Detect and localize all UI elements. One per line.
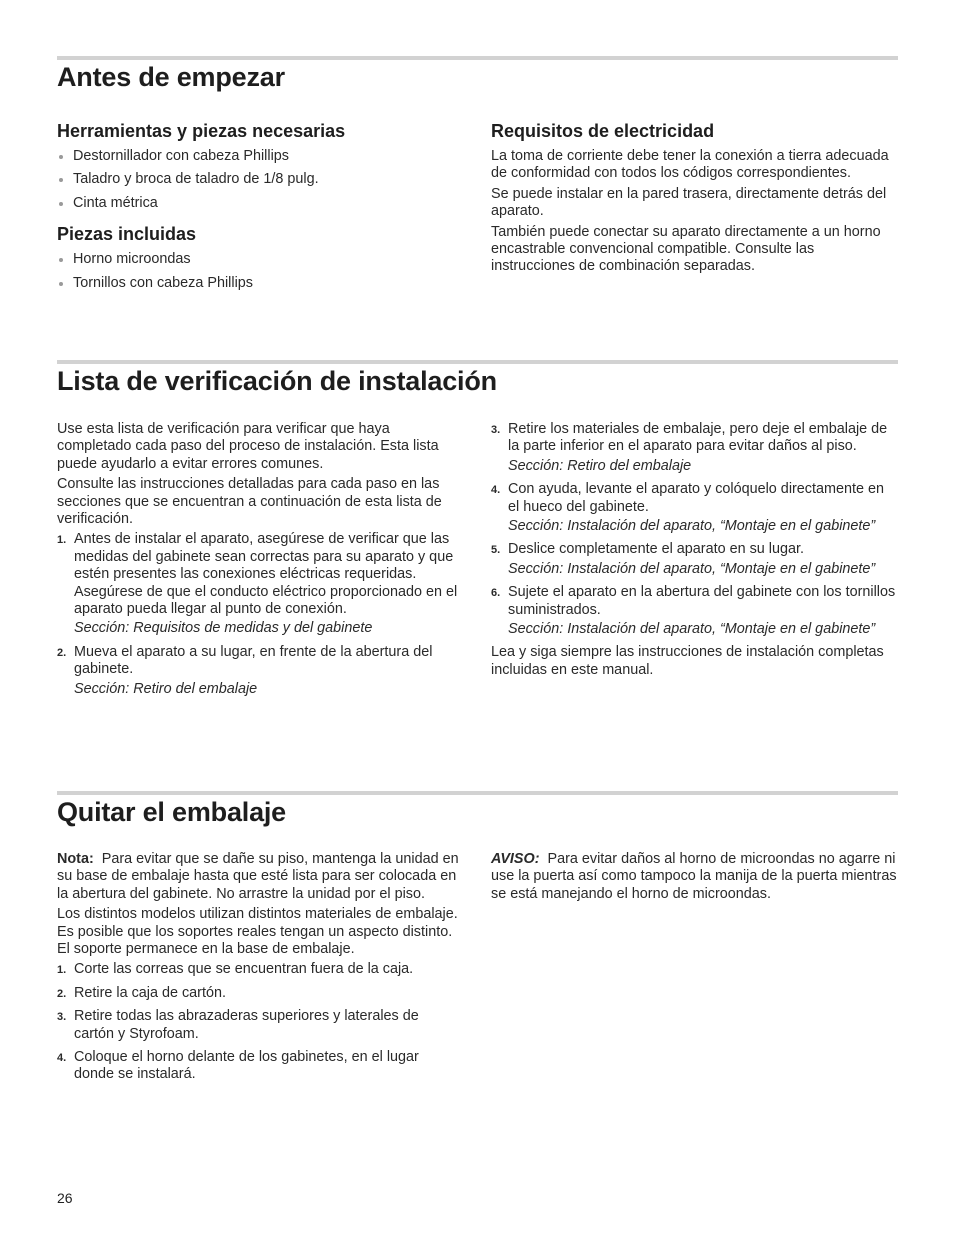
section-rule [57,791,898,795]
bullet-icon [59,282,63,286]
checklist-step: 5. Deslice completamente el aparato en su lugar. Sección: Instalación del aparato, “Montaje en el gabinete” [491,541,898,578]
bullet-icon [59,258,63,262]
unpacking-step: 4. Coloque el horno delante de los gabinetes, en el lugar donde se instalará. [57,1049,419,1083]
checklist-step: 4. Con ayuda, levante el aparato y colóquelo directamente en el hueco del gabinete. Sección: Instalación del aparato, “Montaje en el gabinete” [491,481,898,535]
bullet-icon [59,178,63,182]
closing-paragraph: Lea y siga siempre las instrucciones de instalación completas incluidas en este manual. [491,644,884,678]
checklist-right-column [491,421,898,682]
electricity-paragraph: También puede conectar su aparato directamente a un horno encastrable convencional compatible. Consulte las instrucciones de combinación separadas. [491,223,881,275]
electricity-paragraph: La toma de corriente debe tener la conexión a tierra adecuada de conformidad con todos los códigos correspondientes. [491,148,889,182]
page-number: 26 [57,1190,73,1206]
checklist-step: 2. Mueva el aparato a su lugar, en frente de la abertura del gabinete. Sección: Retiro del embalaje [57,644,462,698]
packaging-paragraph: Los distintos modelos utilizan distintos materiales de embalaje. Es posible que los soportes reales tengan un aspecto distinto. El soporte permanece en la base de embalaje. [57,906,458,958]
intro-paragraph: Consulte las instrucciones detalladas para cada paso en las secciones que se encuentran a continuación de esta lista de verificación. [57,476,442,528]
list-item: Tornillos con cabeza Phillips [57,275,462,292]
section-reference: Sección: Requisitos de medidas y del gabinete [74,620,373,637]
list-item: Cinta métrica [57,195,462,212]
section-reference: Sección: Retiro del embalaje [508,457,692,474]
section-title-lista: Lista de verificación de instalación [57,366,497,396]
section-reference: Sección: Instalación del aparato, “Montaje en el gabinete” [508,518,876,535]
section-reference: Sección: Retiro del embalaje [74,680,258,697]
list-item: Taladro y broca de taladro de 1/8 pulg. [57,171,462,188]
tools-list [57,148,462,212]
unpacking-steps [57,961,462,1083]
unpacking-step: 2. Retire la caja de cartón. [57,984,226,1001]
nota-paragraph: Nota: Para evitar que se dañe su piso, mantenga la unidad en su base de embalaje hasta que esté lista para ser colocada en la abertura del gabinete. No arrastre la unidad por el piso. [57,851,459,902]
intro-paragraph: Use esta lista de verificación para verificar que haya completado cada paso del proceso de instalación. Esta lista puede ayudarlo a evitar errores comunes. [57,421,439,472]
checklist-steps [57,531,462,698]
checklist-left-column [57,421,462,704]
section-rule [57,360,898,364]
checklist-steps [491,421,898,638]
checklist-step: 3. Retire los materiales de embalaje, pero deje el embalaje de la parte inferior en el aparato para evitar daños al piso. Sección: Retiro del embalaje [491,421,898,475]
section-reference: Sección: Instalación del aparato, “Montaje en el gabinete” [508,621,876,638]
section-title-quitar: Quitar el embalaje [57,797,286,827]
unpacking-right-column [491,851,898,906]
checklist-step: 6. Sujete el aparato en la abertura del gabinete con los tornillos suministrados. Sección: Instalación del aparato, “Montaje en el gabinete” [491,584,898,638]
parts-heading: Piezas incluidas [57,224,197,245]
section-rule [57,56,898,60]
electricity-column [491,121,898,279]
section-title-antes: Antes de empezar [57,62,285,92]
tools-column [57,121,462,298]
parts-list [57,251,462,292]
electricity-paragraph: Se puede instalar en la pared trasera, directamente detrás del aparato. [491,185,887,220]
unpacking-step: 3. Retire todas las abrazaderas superiores y laterales de cartón y Styrofoam. [57,1008,419,1042]
aviso-label: AVISO: [491,851,540,867]
nota-label: Nota: [57,851,94,867]
list-item: Destornillador con cabeza Phillips [57,148,462,165]
section-reference: Sección: Instalación del aparato, “Montaje en el gabinete” [508,560,876,577]
bullet-icon [59,155,63,159]
list-item: Horno microondas [57,251,462,268]
bullet-icon [59,202,63,206]
tools-heading: Herramientas y piezas necesarias [57,121,346,141]
electricity-heading: Requisitos de electricidad [491,121,715,141]
unpacking-left-column [57,851,462,1090]
aviso-paragraph: AVISO: Para evitar daños al horno de microondas no agarre ni use la puerta así como tampoco la manija de la puerta mientras se está manejando el horno de microondas. [491,851,897,902]
unpacking-step: 1. Corte las correas que se encuentran fuera de la caja. [57,961,414,978]
checklist-step: 1. Antes de instalar el aparato, asegúrese de verificar que las medidas del gabinete sean correctas para su aparato y que estén presentes las conexiones eléctricas requeridas. Asegúrese de que el conducto eléctrico proporcionado en el aparato pueda llegar al punto de conexión. Sección: Requisitos de medidas y del gabinete [57,531,462,637]
